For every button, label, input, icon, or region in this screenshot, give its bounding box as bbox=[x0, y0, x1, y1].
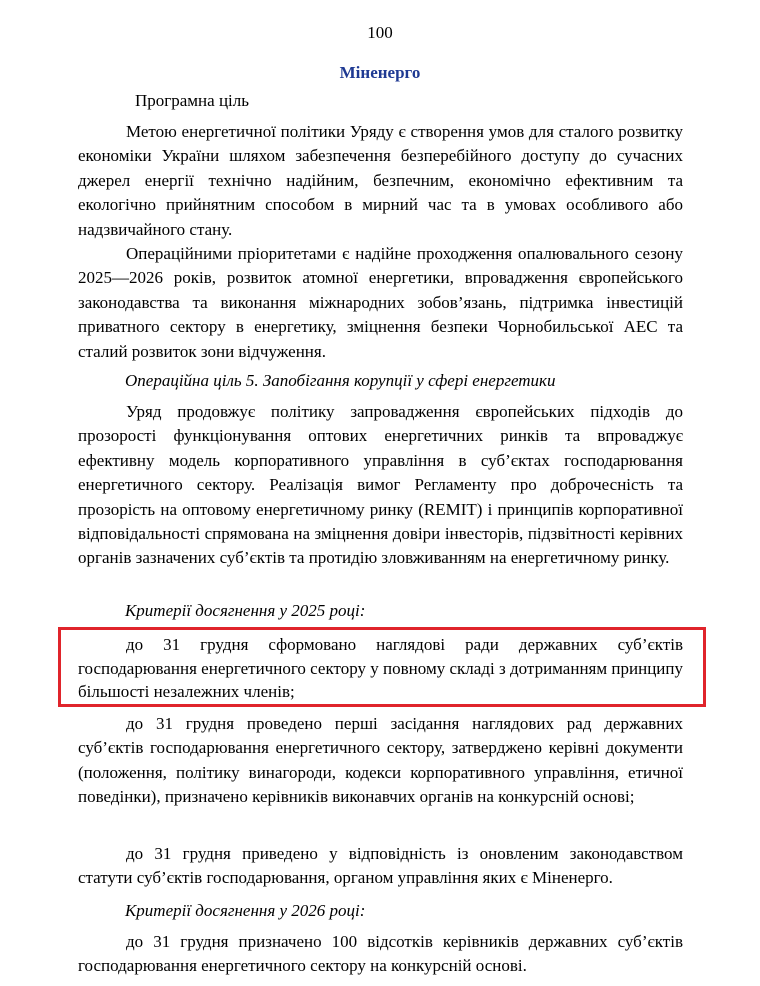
criteria-2025-heading: Критерії досягнення у 2025 році: bbox=[125, 601, 366, 620]
criteria-2025-item-1: до 31 грудня сформовано наглядові ради державних суб’єктів господарювання енергетичного сектору у повному складі з дотриманням принципу більшості незалежних членів; bbox=[78, 635, 683, 701]
policy-paragraph: Уряд продовжує політику запровадження європейських підходів до прозорості функціонування оптових енергетичних ринків та впроваджує ефективну модель корпоративного управління в суб’єктах господарювання енергетичного сектору. Реалізація вимог Регламенту про доброчесність та прозорість на оптовому енергетичному ринку (REMIT) і принципів корпоративної відповідальності спрямована на зміцнення довіри інвесторів, підзвітності керівних органів зазначених суб’єктів та протидію зловживанням на енергетичному ринку. bbox=[78, 402, 683, 568]
ministry-title: Міненерго bbox=[339, 63, 421, 82]
criteria-2026-item-1: до 31 грудня призначено 100 відсотків керівників державних суб’єктів господарювання енергетичного сектору на конкурсній основі. bbox=[78, 932, 683, 976]
criteria-2025-item-3: до 31 грудня приведено у відповідність із оновленим законодавством статути суб’єктів господарювання, органом управління яких є Міненерго. bbox=[78, 844, 683, 888]
goal-paragraph: Метою енергетичної політики Уряду є створення умов для сталого розвитку економіки України шляхом забезпечення безперебійного доступу до сучасних джерел енергії технічно надійним, безпечним, економічно ефективним та екологічно прийнятним способом в мирний час та в умовах особливого або надзвичайного стану. bbox=[78, 122, 683, 239]
page-number: 100 bbox=[367, 23, 393, 42]
criteria-2026-heading: Критерії досягнення у 2026 році: bbox=[125, 901, 366, 920]
program-goal-heading: Програмна ціль bbox=[135, 91, 250, 110]
priorities-paragraph: Операційними пріоритетами є надійне проходження опалювального сезону 2025—2026 років, розвиток атомної енергетики, впровадження європейського законодавства та виконання міжнародних зобов’язань, підтримка інвестицій приватного сектору в енергетику, зміцнення безпеки Чорнобильської АЕС та сталий розвиток зони відчуження. bbox=[78, 244, 683, 361]
operational-goal-heading: Операційна ціль 5. Запобігання корупції у сфері енергетики bbox=[125, 371, 556, 390]
criteria-2025-item-2: до 31 грудня проведено перші засідання наглядових рад державних суб’єктів господарювання енергетичного сектору, затверджено керівні документи (положення, політику винагороди, кодекси корпоративного управління, етичної поведінки), призначено керівників виконавчих органів на конкурсній основі; bbox=[78, 714, 683, 807]
